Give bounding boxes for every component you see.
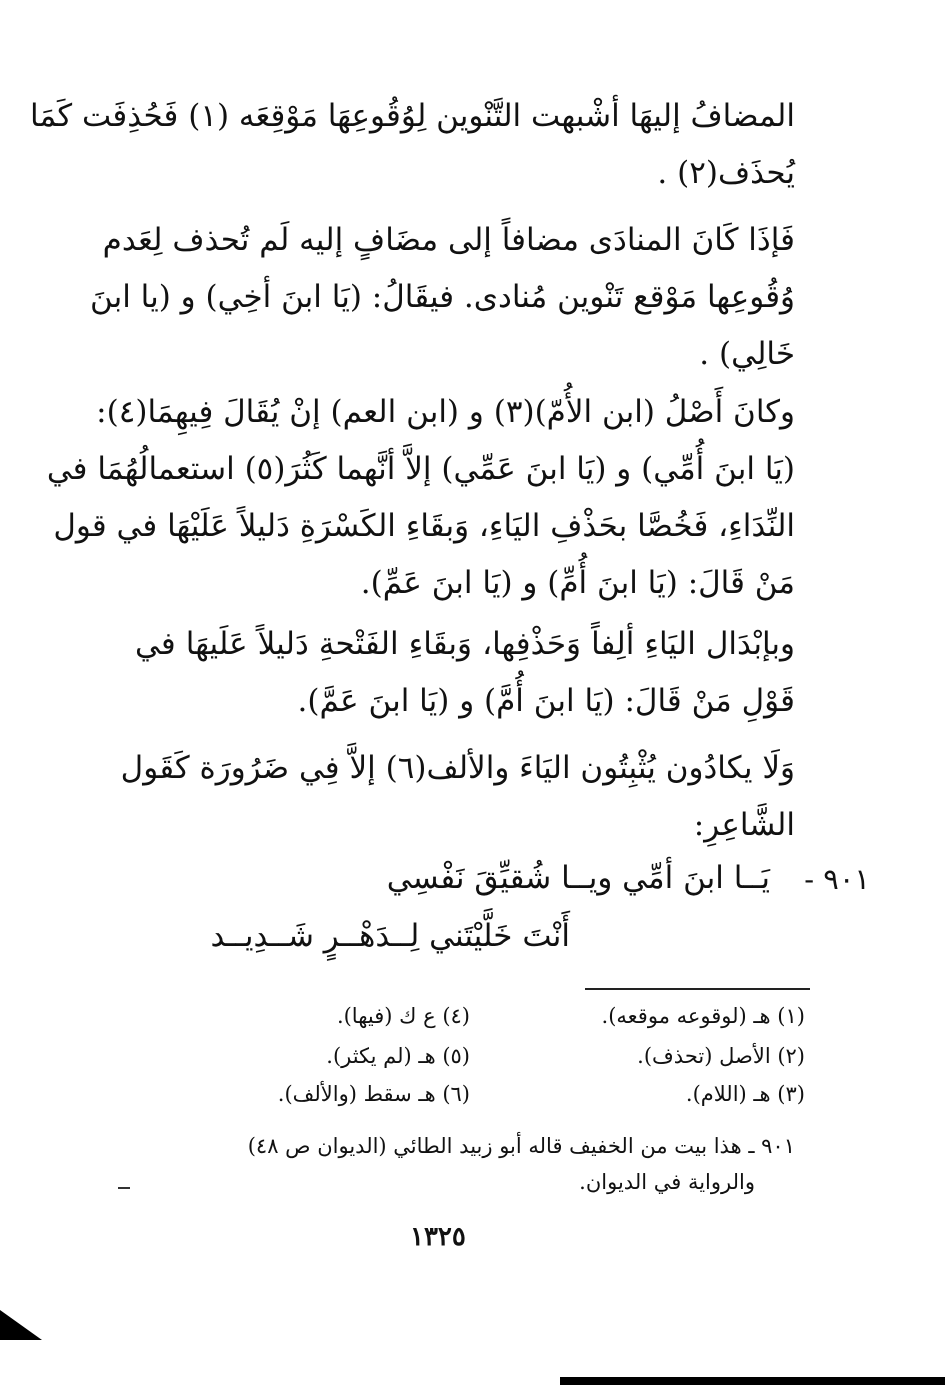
text-line: المضافُ إليهَا أشْبهت التَّنْوين لِوُقُوعِهَا مَوْقِعَه (١) فَحُذِفَت كَمَا [30, 98, 795, 134]
verse-source-line-1: ٩٠١ ـ هذا بيت من الخفيف قاله أبو زبيد الطائي (الديوان ص ٤٨) [247, 1134, 795, 1158]
scan-corner-mark [0, 1310, 42, 1340]
text-line: النِّدَاءِ، فَخُصَّا بحَذْفِ اليَاءِ، وَبقَاءِ الكَسْرَةِ دَليلاً عَلَيْهَا في قول [53, 508, 795, 544]
paragraph-2 [89, 212, 795, 383]
text-line: وبإبْدَال اليَاءِ ألِفاً وَحَذْفِها، وَبقَاءِ الفَتْحةِ دَليلاً عَلَيهَا في [135, 626, 795, 662]
paragraph-1 [30, 88, 795, 202]
footnote-2: (٢) الأصل (تحذف). [637, 1044, 805, 1068]
text-line: الشَّاعِرِ: [693, 807, 795, 843]
text-line: (يَا ابنَ أُمِّي) و (يَا ابنَ عَمِّي) إلاَّ أنَّهما كَثُرَ(٥) استعمالُهُمَا في [46, 451, 795, 487]
text-line: فَإذَا كَانَ المنادَى مضافاً إلى مضَافٍ إليه لَم تُحذف لِعَدم [102, 222, 795, 258]
text-line: قَوْلِ مَنْ قَالَ: (يَا ابنَ أُمَّ) و (يَا ابنَ عَمَّ). [297, 683, 795, 719]
footnote-1: (١) هـ (لوقوعه موقعه). [601, 1004, 805, 1028]
verse-line-2: أَنْتَ خَلَّيْتَني لِــدَهْــرٍ شَــدِيــد [210, 918, 570, 954]
footnote-4: (٤) ع ك (فيها). [336, 1004, 470, 1028]
verse-source-line-2: والرواية في الديوان. [579, 1170, 755, 1194]
footnote-separator [585, 988, 810, 990]
paragraph-4 [135, 616, 795, 730]
footnote-3: (٣) هـ (اللام). [685, 1082, 805, 1106]
scan-mark [118, 1187, 130, 1189]
verse-source-note [130, 1128, 795, 1200]
text-line: يُحذَف(٢) . [657, 155, 795, 191]
text-line: وَلَا يكادُون يُثْبِتُون اليَاءَ والألف(٦) إلاَّ فِي ضَرُورَة كَقَول [120, 750, 795, 786]
paragraph-3 [46, 384, 795, 612]
footnote-6: (٦) هـ سقط (والألف). [277, 1082, 470, 1106]
scan-edge-bar [560, 1377, 945, 1385]
verse-line-1: يَــا ابنَ أمِّي ويــا شُقيِّقَ نَفْسِي [386, 860, 770, 896]
paragraph-5 [120, 740, 795, 854]
text-line: وُقُوعِها مَوْقع تَنْوين مُنادى. فيقَالُ: (يَا ابنَ أخِي) و (يا ابنَ [89, 279, 795, 315]
verse-number: ٩٠١ - [804, 862, 870, 896]
text-line: خَالِي) . [699, 336, 795, 372]
text-line: وكانَ أَصْلُ (ابن الأُمّ)(٣) و (ابن العم) إنْ يُقَالَ فِيهِمَا(٤): [96, 394, 795, 430]
page-number: ١٣٢٥ [410, 1222, 466, 1252]
footnote-5: (٥) هـ (لم يكثر). [326, 1044, 470, 1068]
text-line: مَنْ قَالَ: (يَا ابنَ أُمِّ) و (يَا ابنَ عَمِّ). [360, 565, 795, 601]
